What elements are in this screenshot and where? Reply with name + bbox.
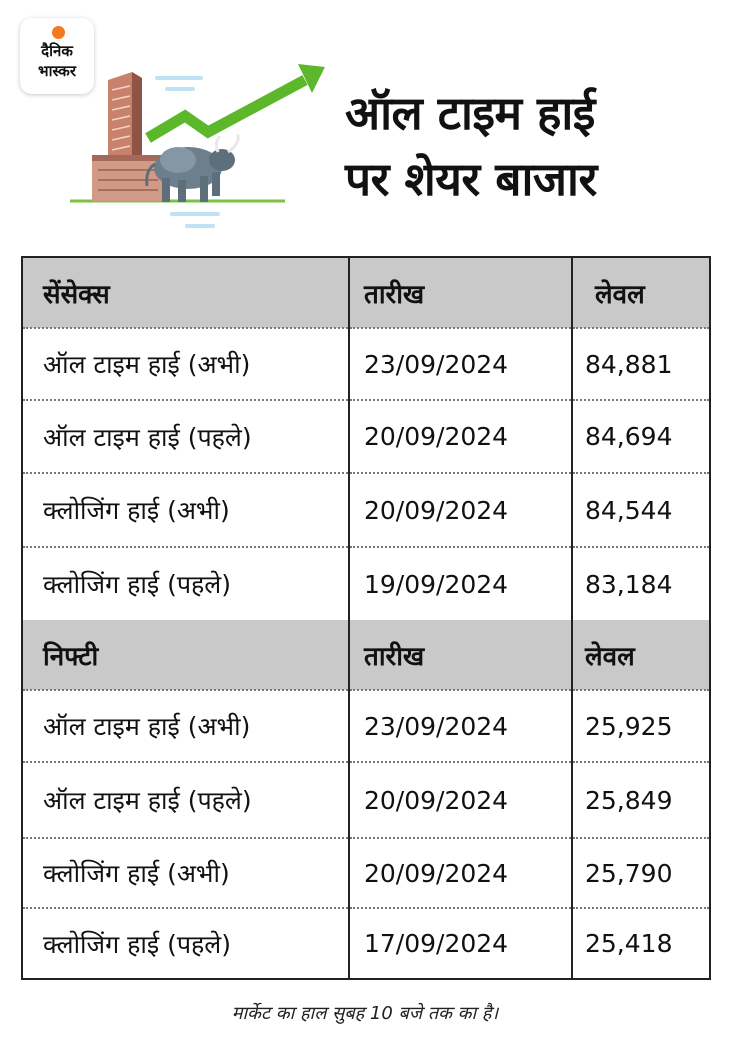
column-header-index: निफ्टी [43, 641, 99, 672]
record-label: क्लोजिंग हाई (अभी) [43, 859, 230, 888]
record-label: क्लोजिंग हाई (अभी) [43, 496, 230, 525]
record-label: क्लोजिंग हाई (पहले) [43, 570, 232, 599]
stock-market-bull-illustration [70, 60, 330, 240]
record-level: 25,849 [572, 762, 710, 838]
uptrend-arrow-icon [148, 64, 325, 138]
sun-icon [52, 26, 65, 39]
record-level: 83,184 [572, 547, 710, 620]
record-level: 25,925 [572, 690, 710, 762]
table-row [22, 690, 710, 762]
record-date: 17/09/2024 [349, 908, 572, 979]
headline-line2: पर शेयर बाजार [345, 152, 597, 206]
table-row [22, 908, 710, 979]
record-level: 25,790 [572, 838, 710, 908]
table-row [22, 400, 710, 473]
record-date: 23/09/2024 [349, 690, 572, 762]
column-header-level: लेवल [572, 620, 710, 690]
logo-text-line1: दैनिक [41, 42, 73, 60]
column-header-date: तारीख [349, 620, 572, 690]
record-label: ऑल टाइम हाई (अभी) [43, 350, 251, 379]
table-row [22, 762, 710, 838]
record-date: 20/09/2024 [349, 473, 572, 547]
column-header-date: तारीख [349, 257, 572, 328]
record-level: 84,544 [572, 473, 710, 547]
record-label: ऑल टाइम हाई (पहले) [43, 422, 252, 452]
table-row [22, 547, 710, 620]
record-date: 20/09/2024 [349, 762, 572, 838]
sensex-header-row [22, 257, 710, 328]
record-level: 84,694 [572, 400, 710, 473]
logo-text-line2: भास्कर [38, 62, 76, 80]
record-label: ऑल टाइम हाई (अभी) [43, 712, 251, 741]
table-row [22, 473, 710, 547]
record-label: ऑल टाइम हाई (पहले) [43, 786, 252, 815]
market-high-table [21, 256, 711, 980]
headline [345, 80, 725, 212]
headline-line1: ऑल टाइम हाई [345, 86, 595, 140]
record-label: क्लोजिंग हाई (पहले) [43, 929, 232, 959]
record-date: 20/09/2024 [349, 838, 572, 908]
record-date: 20/09/2024 [349, 400, 572, 473]
record-date: 19/09/2024 [349, 547, 572, 620]
column-header-index: सेंसेक्स [43, 279, 110, 310]
column-header-level: लेवल [572, 257, 710, 328]
record-level: 84,881 [572, 328, 710, 400]
table-row [22, 838, 710, 908]
record-date: 23/09/2024 [349, 328, 572, 400]
table-row [22, 328, 710, 400]
footnote: मार्केट का हाल सुबह 10 बजे तक का है। [231, 1003, 499, 1024]
record-level: 25,418 [572, 908, 710, 979]
nifty-header-row [22, 620, 710, 690]
